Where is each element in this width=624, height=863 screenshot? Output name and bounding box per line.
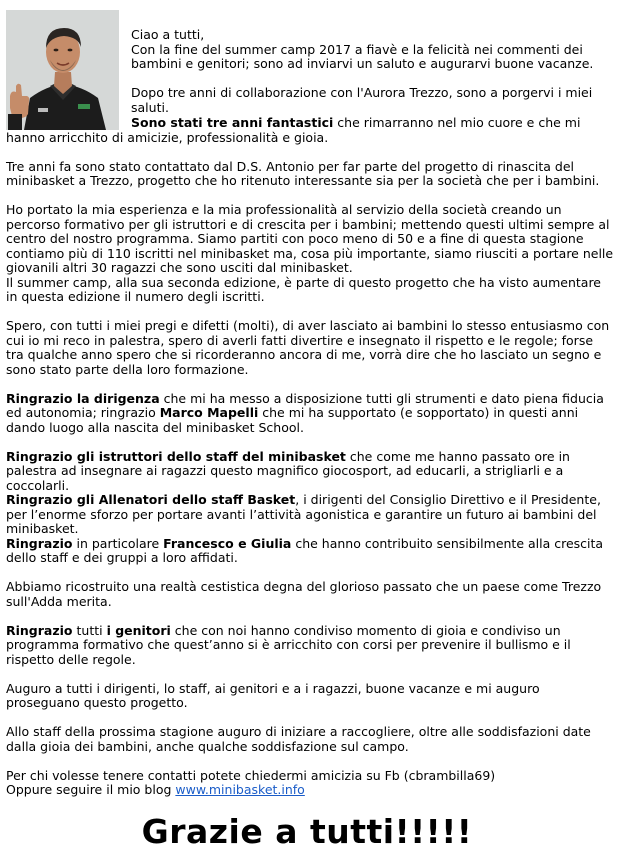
bold-genitori: i genitori: [106, 622, 171, 638]
portrait-photo: [6, 10, 119, 130]
bold-dirigenza: Ringrazio la dirigenza: [6, 390, 160, 406]
paragraph-istruttori: [6, 450, 614, 494]
paragraph-contact: Tre anni fa sono stato contattato dal D.S. Antonio per far parte del progetto di rinascita del minibasket a Trezzo, progetto che ho ritenuto interessante sia per la società che per i bambini.: [6, 158, 600, 188]
paragraph-summer: Il summer camp, alla sua seconda edizione, è parte di questo progetto che ha visto aumentare in questa edizione il numero degli iscritti.: [6, 274, 602, 304]
intro-block: [131, 28, 611, 115]
paragraph-realta: Abbiamo ricostruito una realtà cestistica degna del glorioso passato che un paese come Trezzo sull'Adda merita.: [6, 579, 602, 609]
bold-ringrazio-2: Ringrazio: [6, 622, 73, 638]
text-genitori-2: che con noi hanno condiviso momento di gioia e condiviso un programma formativo che quest’anno si è arricchito con corsi per prevenire il bullismo e il rispetto delle regole.: [6, 622, 571, 667]
paragraph-auguro: Auguro a tutti i dirigenti, lo staff, ai genitori e a i ragazzi, buone vacanze e mi auguro proseguano questo progetto.: [6, 680, 540, 710]
paragraph-francesco: [6, 537, 614, 566]
paragraph-blog: [6, 783, 614, 798]
paragraph-fantastic: [6, 116, 614, 145]
text-dirigenza-1: che mi ha messo a disposizione tutti gli strumenti e dato piena fiducia ed autonomia; ringrazio: [6, 390, 604, 420]
text-francesco-1: in particolare: [72, 535, 164, 551]
text-dirigenza-2: che mi ha supportato (e sopportato) in questi anni dando luogo alla nascita del minibasket School.: [6, 405, 579, 435]
text-francesco-2: che hanno contribuito sensibilmente alla crescita dello staff e dei gruppi a loro affidati.: [6, 535, 604, 565]
intro-line-2: Dopo tre anni di collaborazione con l'Aurora Trezzo, sono a porgervi i miei saluti.: [131, 85, 593, 115]
bold-fantastic: Sono stati tre anni fantastici: [131, 115, 334, 130]
paragraph-facebook: Per chi volesse tenere contatti potete chiedermi amicizia su Fb (cbrambilla69): [6, 767, 496, 783]
closing-thanks: Grazie a tutti!!!!!: [141, 812, 473, 851]
paragraph-staff: Allo staff della prossima stagione auguro di iniziare a raccogliere, oltre alle soddisfazioni date dalla gioia dei bambini, anche qualche soddisfazione sul campo.: [6, 724, 591, 754]
paragraph-genitori: [6, 624, 614, 668]
text-genitori-1: tutti: [72, 622, 107, 638]
text-fantastic: che rimarranno nel mio cuore e che mi hanno arricchito di amicizie, professionalità e gioia.: [6, 115, 581, 145]
greeting: Ciao a tutti,: [131, 27, 205, 42]
blog-link[interactable]: www.minibasket.info: [175, 782, 305, 797]
bold-ringrazio-1: Ringrazio: [6, 535, 73, 551]
blog-text: Oppure seguire il mio blog: [6, 782, 176, 797]
paragraph-experience: Ho portato la mia esperienza e la mia professionalità al servizio della società creando un percorso formativo per gli istruttori e di crescita per i bambini; mettendo questi ultimi sempre al centro del nostro programma. Siamo partiti con poco meno di 50 e a fine di questa stagione contiamo più di 110 iscritti nel minibasket ma, cosa più importante, siamo riusciti a portare nelle giovanili altri 30 ragazzi che sono usciti dal minibasket.: [6, 202, 614, 275]
letter-body: [6, 116, 614, 798]
bold-allenatori: Ringrazio gli Allenatori dello staff Basket: [6, 492, 296, 507]
portrait-illustration: [6, 10, 119, 130]
text-allenatori: , i dirigenti del Consiglio Direttivo e il Presidente, per l’enorme sforzo per portare avanti l’attività agonistica e garantire un futuro ai bambini del minibasket.: [6, 492, 601, 536]
bold-mapelli: Marco Mapelli: [159, 405, 259, 420]
intro-line-1: Con la fine del summer camp 2017 a fiavè e la felicità nei commenti dei bambini e genitori; sono ad inviarvi un saluto e augurarvi buone vacanze.: [131, 41, 594, 71]
paragraph-dirigenza: [6, 392, 614, 436]
bold-istruttori: Ringrazio gli istruttori dello staff del minibasket: [6, 448, 346, 464]
text-istruttori: che come me hanno passato ore in palestra ad insegnare ai ragazzi questo magnifico giocosport, ad educarli, a strigliarli e a coccolarli.: [6, 448, 570, 493]
bold-francesco-giulia: Francesco e Giulia: [163, 535, 292, 551]
paragraph-hope: Spero, con tutti i miei pregi e difetti (molti), di aver lasciato ai bambini lo stesso entusiasmo con cui io mi reco in palestra, spero di averli fatti divertire e insegnato il rispetto e le regole; forse tra qualche anno spero che si ricorderanno ancora di me, vorrà dire che ho lasciato un segno e sono stato parte della loro formazione.: [6, 318, 610, 377]
paragraph-allenatori: [6, 493, 614, 537]
